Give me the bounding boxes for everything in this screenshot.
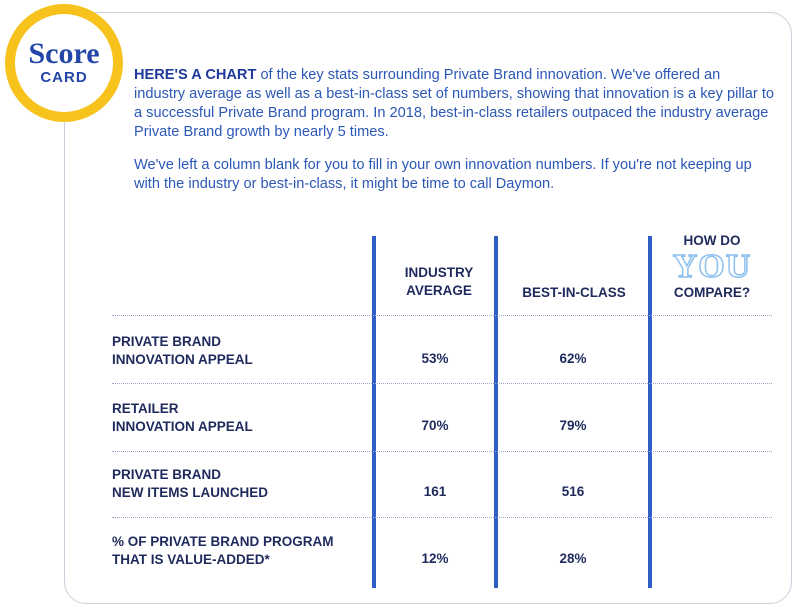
row-label-line1: % OF PRIVATE BRAND PROGRAM (112, 534, 334, 549)
row-separator (112, 451, 772, 452)
scorecard-badge (5, 4, 123, 122)
row-label-line2: NEW ITEMS LAUNCHED (112, 485, 268, 500)
badge-score-text: Score (28, 37, 100, 70)
header-best-in-class: BEST-IN-CLASS (522, 285, 626, 300)
row-label-line1: RETAILER (112, 401, 179, 416)
cell-industry-average: 70% (421, 418, 449, 433)
header-industry-average (384, 264, 494, 300)
row-separator (112, 383, 772, 384)
intro-text (134, 66, 774, 208)
header-you-top: HOW DO (683, 233, 741, 248)
row-label-line2: THAT IS VALUE-ADDED* (112, 552, 270, 567)
intro-paragraph-1 (134, 66, 774, 142)
header-industry-line1: INDUSTRY (404, 265, 474, 280)
column-divider-1 (372, 236, 376, 588)
row-label (112, 400, 362, 436)
badge-card-text: CARD (40, 69, 88, 86)
intro-lead: HERE'S A CHART (134, 67, 257, 83)
row-label-line1: PRIVATE BRAND (112, 334, 222, 349)
intro-paragraph-2: We've left a column blank for you to fill in your own innovation numbers. If you're not keeping up with the industry or best-in-class, it might be time to call Daymon. (134, 157, 752, 192)
header-you-bottom: COMPARE? (673, 285, 751, 300)
column-divider-2 (494, 236, 498, 588)
row-label (112, 333, 362, 369)
cell-best-in-class: 62% (559, 351, 587, 366)
row-separator (112, 315, 772, 316)
cell-best-in-class: 516 (561, 484, 585, 499)
cell-industry-average: 161 (423, 484, 447, 499)
row-label-line2: INNOVATION APPEAL (112, 419, 253, 434)
row-label (112, 533, 362, 569)
badge-inner (15, 14, 113, 112)
header-how-do-you-compare (656, 232, 768, 302)
column-divider-3 (648, 236, 652, 588)
header-you-word: YOU (672, 248, 752, 285)
cell-best-in-class: 28% (559, 551, 587, 566)
row-label (112, 466, 362, 502)
row-separator (112, 517, 772, 518)
row-label-line1: PRIVATE BRAND (112, 467, 222, 482)
cell-industry-average: 12% (421, 551, 449, 566)
cell-best-in-class: 79% (559, 418, 587, 433)
header-industry-line2: AVERAGE (406, 283, 472, 298)
cell-industry-average: 53% (421, 351, 449, 366)
row-label-line2: INNOVATION APPEAL (112, 352, 253, 367)
intro-body: of the key stats surrounding Private Brand innovation. We've offered an industry average as well as a best-in-class set of numbers, showing that innovation is a key pillar to a successful Private Brand program. In 2018, best-in-class retailers outpaced the industry average Private Brand growth by nearly 5 times. (134, 67, 775, 140)
